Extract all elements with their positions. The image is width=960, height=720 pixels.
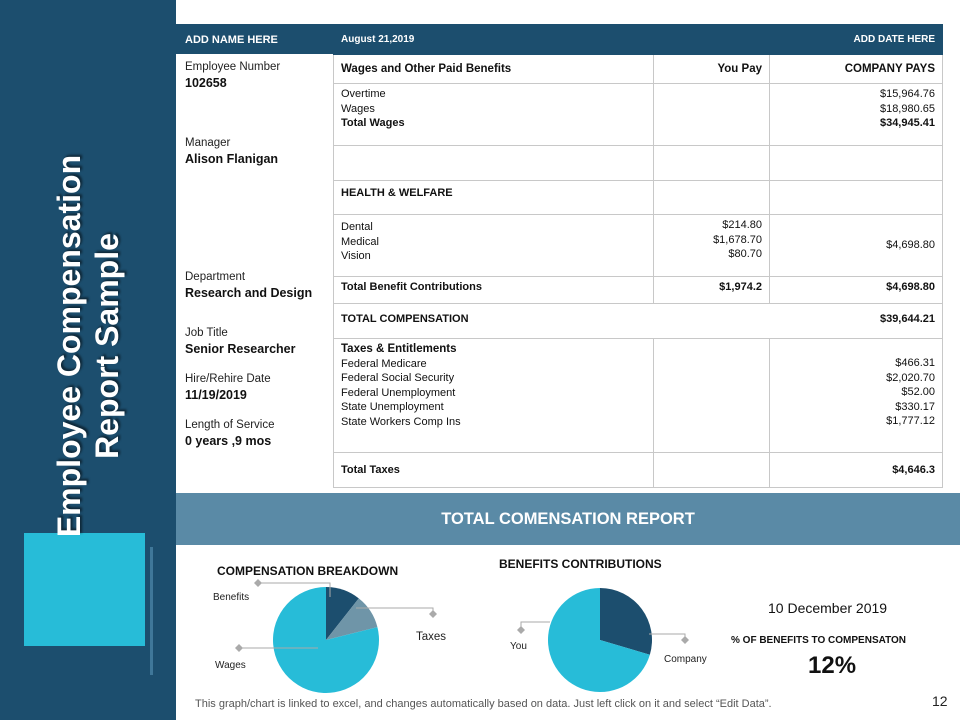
tax-item: Federal Social Security <box>341 372 455 384</box>
employee-number-label: Employee Number <box>185 61 281 73</box>
service-value: 0 years ,9 mos <box>185 434 272 448</box>
taxes-title: Taxes & Entitlements <box>341 343 457 355</box>
health-item: Medical <box>341 235 379 248</box>
pie-label-you: You <box>510 641 527 652</box>
benefits-contributions-pie[interactable] <box>548 588 652 692</box>
header-add-date: ADD DATE HERE <box>654 25 943 55</box>
total-compensation-label: TOTAL COMPENSATION <box>334 304 654 339</box>
job-title-label: Job Title <box>185 327 228 339</box>
total-benefit-label: Total Benefit Contributions <box>334 277 654 304</box>
employee-name-header: ADD NAME HERE <box>176 24 333 54</box>
tax-company-value: $2,020.70 <box>886 371 936 384</box>
health-you-value: $214.80 <box>722 219 762 231</box>
pie-label-taxes: Taxes <box>416 631 447 643</box>
tax-company-value: $466.31 <box>895 357 936 369</box>
compensation-breakdown-pie[interactable] <box>273 587 379 693</box>
total-benefit-you: $1,974.2 <box>654 277 770 304</box>
pie-label-benefits: Benefits <box>213 592 250 603</box>
health-item: Dental <box>341 221 373 233</box>
wages-company-value: $18,980.65 <box>879 102 936 115</box>
wages-company-value: $34,945.41 <box>879 117 936 129</box>
tax-item: State Workers Comp Ins <box>341 415 461 428</box>
tax-company-value: $1,777.12 <box>886 415 936 427</box>
wages-company-value: $15,964.76 <box>879 88 936 100</box>
col-wages-header: Wages and Other Paid Benefits <box>334 55 654 84</box>
tax-company-value: $330.17 <box>895 400 936 413</box>
tax-item: Federal Medicare <box>341 357 427 370</box>
pie-label-company: Company <box>664 654 707 665</box>
summary-date: 10 December 2019 <box>768 600 888 616</box>
hire-date-value: 11/19/2019 <box>185 388 247 402</box>
total-benefit-company: $4,698.80 <box>770 277 943 304</box>
manager-label: Manager <box>185 137 231 149</box>
compensation-breakdown-title: COMPENSATION BREAKDOWN <box>217 564 399 578</box>
wages-item: Total Wages <box>341 117 405 129</box>
health-item: Vision <box>341 250 371 262</box>
wages-item: Wages <box>341 102 375 115</box>
footnote: This graph/chart is linked to excel, and changes automatically based on data. Just left click on it and select “Edit Data”. <box>195 698 772 710</box>
total-taxes-label: Total Taxes <box>334 453 654 488</box>
health-you-value: $1,678.70 <box>713 233 762 246</box>
department-label: Department <box>185 271 246 283</box>
page-title: Employee Compensation Report Sample <box>51 154 125 538</box>
tax-item: State Unemployment <box>341 401 444 413</box>
report-banner: TOTAL COMENSATION REPORT <box>176 493 960 545</box>
total-taxes-value: $4,646.3 <box>770 453 943 488</box>
wages-item: Overtime <box>341 88 386 100</box>
benefits-contributions-title: BENEFITS CONTRIBUTIONS <box>499 557 662 571</box>
benefits-pct-label: % OF BENEFITS TO COMPENSATON <box>731 635 907 646</box>
pie-label-wages: Wages <box>215 660 246 671</box>
health-company-value: $4,698.80 <box>770 215 943 277</box>
department-value: Research and Design <box>185 286 313 300</box>
total-compensation-value: $39,644.21 <box>770 304 943 339</box>
col-company-pays-header: COMPANY PAYS <box>770 55 943 84</box>
col-you-pay-header: You Pay <box>654 55 770 84</box>
employee-number-value: 102658 <box>185 76 227 90</box>
service-label: Length of Service <box>185 419 275 431</box>
health-you-value: $80.70 <box>728 248 762 260</box>
page-number: 12 <box>932 693 948 709</box>
hire-date-label: Hire/Rehire Date <box>185 373 271 385</box>
header-date: August 21,2019 <box>334 25 654 55</box>
benefits-pct-value: 12% <box>808 652 857 679</box>
health-title: HEALTH & WELFARE <box>334 181 654 215</box>
manager-value: Alison Flanigan <box>185 152 279 166</box>
tax-item: Federal Unemployment <box>341 386 456 399</box>
job-title-value: Senior Researcher <box>185 342 296 356</box>
tax-company-value: $52.00 <box>901 386 936 398</box>
